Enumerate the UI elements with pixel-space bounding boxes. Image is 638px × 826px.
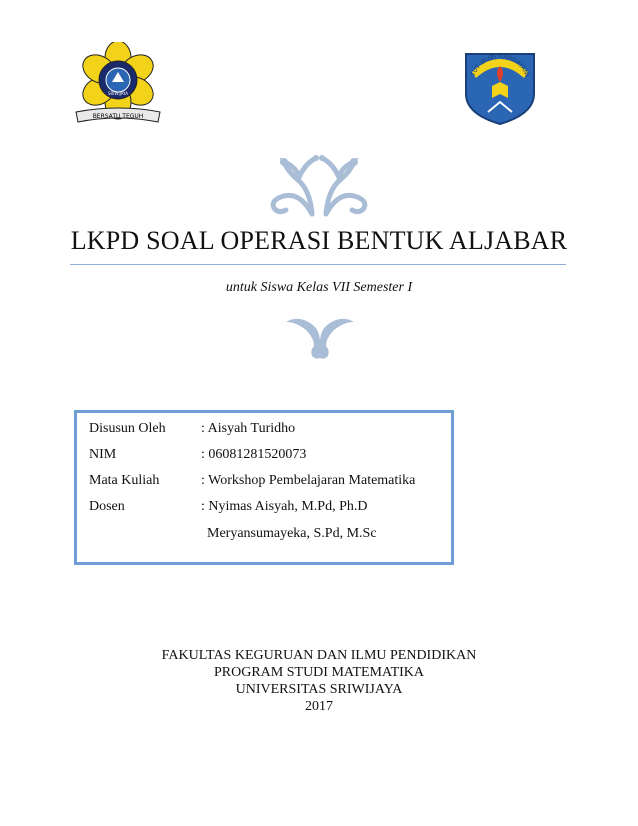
info-label: Mata Kuliah (89, 473, 160, 488)
author-info-box (74, 410, 454, 565)
info-value: : Aisyah Turidho (201, 421, 296, 436)
document-title: LKPD SOAL OPERASI BENTUK ALJABAR (70, 226, 568, 255)
decorative-ornament-middle (284, 314, 356, 360)
ministry-logo (458, 42, 542, 126)
program-name: PROGRAM STUDI MATEMATIKA (213, 665, 424, 680)
year: 2017 (305, 699, 333, 714)
university-name: UNIVERSITAS SRIWIJAYA (235, 682, 403, 697)
info-label: Disusun Oleh (89, 421, 166, 436)
faculty-name: FAKULTAS KEGURUAN DAN ILMU PENDIDIKAN (161, 648, 477, 663)
info-value: : Nyimas Aisyah, M.Pd, Ph.D (201, 499, 368, 514)
title-divider (70, 264, 566, 265)
university-logo (72, 42, 164, 126)
svg-text:BERSATU TEGUH: BERSATU TEGUH (92, 113, 144, 120)
institution-footer (62, 647, 576, 715)
svg-text:TUT WURI HANDAYANI: TUT WURI HANDAYANI (469, 53, 531, 78)
document-subtitle: untuk Siswa Kelas VII Semester I (225, 280, 413, 295)
info-value: Meryansumayeka, S.Pd, M.Sc (207, 526, 377, 541)
info-label: Dosen (89, 499, 125, 514)
decorative-ornament-top (254, 150, 384, 220)
info-value: : Workshop Pembelajaran Matematika (201, 473, 416, 488)
info-value: : 06081281520073 (201, 447, 307, 462)
svg-text:SRIWIJAYA: SRIWIJAYA (107, 91, 129, 96)
info-label: NIM (89, 447, 117, 462)
